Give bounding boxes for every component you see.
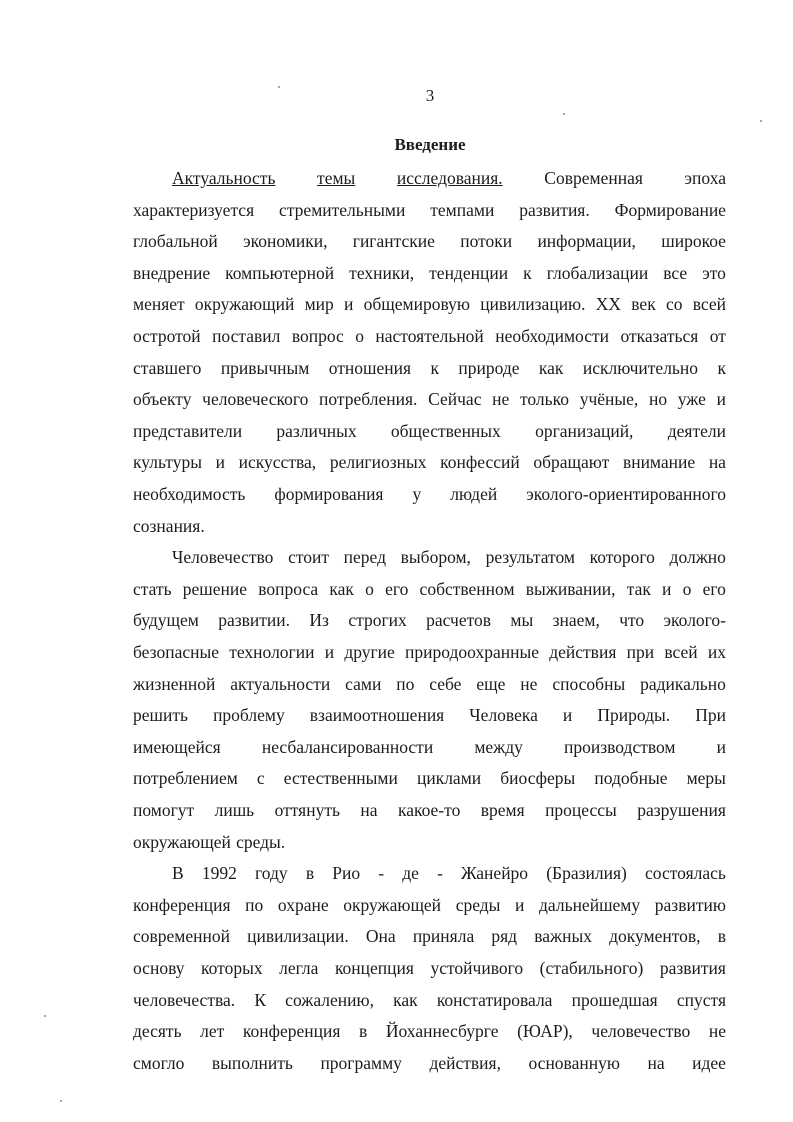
text-word: Рио (332, 863, 361, 884)
text-word: исключительно (582, 357, 699, 378)
text-word: характеризуется (133, 199, 255, 220)
text-word: глобализации (546, 262, 649, 283)
text-word: действия, (429, 1052, 501, 1073)
text-word: развития (659, 958, 726, 978)
text-word: темпами (430, 199, 495, 220)
text-word: Современная (544, 168, 643, 188)
text-word: (ЮАР), (517, 1021, 573, 1042)
text-word: среды (455, 894, 501, 915)
text-word: приняла (412, 926, 475, 947)
text-word: при (626, 642, 655, 662)
text-word: состоялась (645, 863, 726, 884)
text-word: в (717, 926, 726, 947)
text-word: - (437, 863, 443, 884)
text-word: помогут (133, 800, 195, 820)
text-word: экономики, (243, 231, 328, 252)
text-word: потребления. (319, 389, 418, 410)
text-word: вопрос (291, 326, 344, 346)
text-word: религиозных (329, 452, 427, 473)
text-word: процессы (545, 800, 617, 820)
text-word: выбором, (400, 547, 471, 568)
text-word: век (631, 294, 656, 315)
text-word: к (523, 262, 532, 283)
text-line (172, 863, 726, 883)
text-line (133, 800, 726, 820)
text-word: взаимоотношения (309, 705, 445, 726)
text-word: цивилизации. (247, 926, 349, 947)
text-word: легла (279, 958, 319, 978)
text-word: на (708, 452, 726, 473)
text-word: исследования. (396, 168, 503, 188)
text-word: глобальной (133, 231, 218, 252)
text-word: у (412, 484, 422, 504)
text-line (133, 926, 726, 946)
text-word: уже (677, 389, 706, 410)
text-word: между (474, 736, 523, 757)
scan-speck (563, 113, 565, 115)
text-line (133, 452, 726, 472)
text-word: о (682, 578, 692, 599)
text-word: еще (476, 673, 506, 694)
text-word: различных (276, 420, 357, 441)
text-word: в (359, 1021, 368, 1042)
text-line (133, 294, 726, 314)
text-word: отношения (328, 357, 412, 378)
text-word: собственном (419, 578, 515, 599)
text-word: актуальности (230, 673, 331, 694)
text-word: технологии (229, 642, 315, 662)
text-word: человечество (591, 1021, 691, 1042)
text-word: настоятельной (375, 326, 484, 346)
text-word: циклами (416, 768, 482, 789)
text-line (133, 768, 726, 788)
text-word: от (709, 326, 726, 346)
text-word: среды. (236, 831, 286, 852)
text-word: внедрение (133, 262, 211, 283)
text-word: это (702, 262, 726, 283)
text-line (133, 737, 726, 757)
text-word: техники, (349, 262, 415, 283)
text-word: искусства, (238, 452, 317, 473)
text-word: окружающей (133, 831, 231, 852)
text-word: безопасные (133, 642, 220, 662)
text-word: информации, (537, 231, 636, 252)
text-word: развитию (654, 894, 726, 915)
text-word: имеющейся (133, 736, 221, 757)
text-word: вопроса (258, 578, 319, 599)
text-line (133, 958, 726, 978)
text-word: объекту (133, 389, 192, 410)
text-word: и (716, 736, 726, 757)
text-word: широкое (661, 231, 726, 252)
text-word: году (255, 863, 288, 884)
text-word: эколого-ориентированного (526, 484, 726, 504)
text-line (133, 421, 726, 441)
text-word: которого (589, 547, 655, 568)
text-word: по (245, 894, 264, 915)
text-word: человечества. (133, 989, 236, 1010)
text-word: дальнейшему (539, 894, 641, 915)
text-word: проблему (213, 705, 285, 726)
text-word: природоохранные (405, 642, 539, 662)
text-word: себе (429, 673, 462, 694)
text-word: де (402, 863, 419, 884)
text-word: перед (343, 547, 386, 568)
text-word: важных (534, 926, 592, 947)
text-word: Она (365, 926, 396, 947)
text-word: мы (510, 610, 534, 631)
text-word: (стабильного) (539, 958, 644, 978)
scan-speck (44, 1015, 46, 1017)
text-word: охране (277, 894, 329, 915)
text-word: остротой (133, 326, 201, 346)
text-word: по (396, 673, 415, 694)
text-word: Природы. (597, 705, 671, 726)
text-word: время (480, 800, 525, 820)
text-word: констатировала (436, 989, 553, 1010)
text-word: на (360, 800, 378, 820)
text-line (133, 895, 726, 915)
text-word: и (324, 642, 335, 662)
text-word: Человека (469, 705, 538, 726)
text-word: не (708, 1021, 726, 1042)
text-word: Человечество (172, 547, 274, 568)
text-word: потоки (460, 231, 513, 252)
text-word: культуры (133, 452, 202, 473)
text-word: стать (133, 578, 172, 599)
text-word: как (393, 989, 418, 1010)
text-line (133, 674, 726, 694)
text-word: основанную (528, 1052, 620, 1073)
text-word: действия (549, 642, 617, 662)
text-line (133, 516, 726, 536)
text-word: Йоханнесбурге (385, 1021, 499, 1042)
text-word: со (665, 294, 683, 315)
text-word: людей (450, 484, 498, 504)
text-word: эпоха (684, 168, 726, 188)
text-word: решение (182, 578, 248, 599)
text-word: выживании, (525, 578, 616, 599)
text-word: о (355, 326, 364, 346)
text-word: расчетов (426, 610, 492, 631)
text-word: мир (304, 294, 334, 315)
text-word: Жанейро (461, 863, 529, 884)
text-word: лишь (214, 800, 255, 820)
text-word: необходимости (495, 326, 610, 346)
text-line (133, 1053, 726, 1073)
text-line (133, 231, 726, 251)
text-word: - (378, 863, 385, 884)
text-word: не (520, 673, 538, 694)
text-word: природе (458, 357, 520, 378)
text-word: деятели (667, 420, 726, 441)
text-word: сожалению, (285, 989, 374, 1010)
text-word: прошедшая (571, 989, 658, 1010)
text-word: К (254, 989, 266, 1010)
text-word: всей (664, 642, 698, 662)
text-word: концепция (334, 958, 414, 978)
text-word: конференция (133, 894, 231, 915)
text-line (133, 579, 726, 599)
text-word: решить (133, 705, 188, 726)
text-word: Из (309, 610, 329, 631)
text-word: устойчивого (430, 958, 524, 978)
text-word: разрушения (637, 800, 726, 820)
text-word: только (519, 389, 569, 410)
text-word: так (626, 578, 651, 599)
text-word: общественных (390, 420, 501, 441)
text-word: что (619, 610, 645, 631)
text-word: идее (692, 1052, 726, 1073)
text-line (172, 547, 726, 567)
text-word: (Бразилия) (546, 863, 627, 884)
text-word: производством (564, 736, 676, 757)
text-word: способны (552, 673, 626, 694)
text-word: человеческого (202, 389, 309, 410)
scan-speck (60, 1100, 62, 1102)
text-line (133, 358, 726, 378)
text-word: знаем, (552, 610, 600, 631)
text-word: цивилизацию. (480, 294, 586, 315)
text-word: не (492, 389, 510, 410)
text-word: все (663, 262, 688, 283)
text-word: результатом (485, 547, 575, 568)
text-word: гигантские (352, 231, 435, 252)
scan-speck (278, 86, 280, 88)
text-word: которых (201, 958, 263, 978)
text-word: меняет (133, 294, 185, 315)
text-word: организаций, (535, 420, 634, 441)
text-word: на (647, 1052, 665, 1073)
text-word: В (172, 863, 184, 884)
text-word: радикально (640, 673, 726, 694)
text-word: к (717, 357, 726, 378)
text-word: 1992 (201, 863, 237, 884)
text-word: стремительными (279, 199, 406, 220)
text-word: их (707, 642, 726, 662)
text-word: и (215, 452, 225, 473)
text-word: представители (133, 420, 243, 441)
text-line (133, 484, 726, 504)
text-word: потреблением (133, 768, 238, 789)
text-line (133, 326, 726, 346)
text-word: ряд (491, 926, 518, 947)
text-word: сознания. (133, 515, 205, 536)
text-line (133, 389, 726, 409)
text-word: привычным (220, 357, 310, 378)
page-number: 3 (425, 86, 435, 105)
text-word: внимание (622, 452, 696, 473)
text-word: жизненной (133, 673, 216, 694)
text-word: окружающей (343, 894, 442, 915)
text-word: темы (317, 168, 356, 188)
text-word: какое-то (397, 800, 461, 820)
text-word: естественными (283, 768, 398, 789)
text-word: и (716, 389, 726, 410)
text-line (133, 610, 726, 630)
text-word: отказаться (620, 326, 699, 346)
text-word: биосферы (500, 768, 576, 789)
text-line (133, 263, 726, 283)
text-word: его (385, 578, 409, 599)
text-word: Актуальность (172, 168, 276, 188)
text-word: в (305, 863, 315, 884)
text-word: окружающий (194, 294, 295, 315)
text-word: тенденции (429, 262, 509, 283)
text-word: Формирование (614, 199, 726, 220)
text-word: его (702, 578, 726, 599)
text-word: выполнить (211, 1052, 293, 1073)
text-line (133, 642, 726, 662)
text-word: компьютерной (225, 262, 335, 283)
text-word: о (365, 578, 374, 599)
text-word: стоит (288, 547, 330, 568)
text-word: XX (595, 294, 622, 315)
text-word: конфессий (440, 452, 520, 473)
text-word: как (538, 357, 564, 378)
text-word: развитии. (218, 610, 291, 631)
text-word: современной (133, 926, 230, 947)
text-line (133, 990, 726, 1010)
text-word: оттянуть (274, 800, 340, 820)
text-word: эколого- (663, 610, 726, 631)
text-word: подобные (594, 768, 668, 789)
text-word: другие (344, 642, 395, 662)
text-word: Сейчас (428, 389, 482, 410)
text-word: и (562, 705, 573, 726)
text-word: документов, (609, 926, 701, 947)
text-word: к (430, 357, 439, 378)
text-word: десять (133, 1021, 182, 1042)
text-word: как (329, 578, 354, 599)
text-word: сами (345, 673, 382, 694)
text-word: обращают (533, 452, 610, 473)
text-word: и (344, 294, 354, 315)
text-word: необходимость (133, 484, 246, 504)
text-word: и (515, 894, 525, 915)
text-word: программу (320, 1052, 402, 1073)
text-line (133, 200, 726, 220)
text-line (172, 168, 726, 188)
text-word: несбалансированности (261, 736, 434, 757)
text-word: лет (200, 1021, 225, 1042)
text-word: но (648, 389, 668, 410)
text-word: строгих (348, 610, 407, 631)
text-word: учёные, (579, 389, 639, 410)
text-word: и (662, 578, 672, 599)
text-word: меры (686, 768, 726, 789)
text-word: всей (692, 294, 726, 315)
text-word: конференция (242, 1021, 341, 1042)
text-word: поставил (212, 326, 281, 346)
text-word: будущем (133, 610, 199, 631)
text-word: При (695, 705, 726, 726)
text-word: спустя (676, 989, 726, 1010)
text-word: развития. (519, 199, 590, 220)
text-line (133, 832, 726, 852)
text-word: с (256, 768, 265, 789)
text-line (133, 1021, 726, 1041)
text-word: должно (669, 547, 726, 568)
text-word: ставшего (133, 357, 202, 378)
text-word: формирования (274, 484, 384, 504)
section-title: Введение (394, 135, 466, 154)
text-word: общемировую (363, 294, 470, 315)
text-word: основу (133, 958, 185, 978)
scan-speck (760, 120, 762, 122)
text-word: смогло (133, 1052, 185, 1073)
text-line (133, 705, 726, 725)
